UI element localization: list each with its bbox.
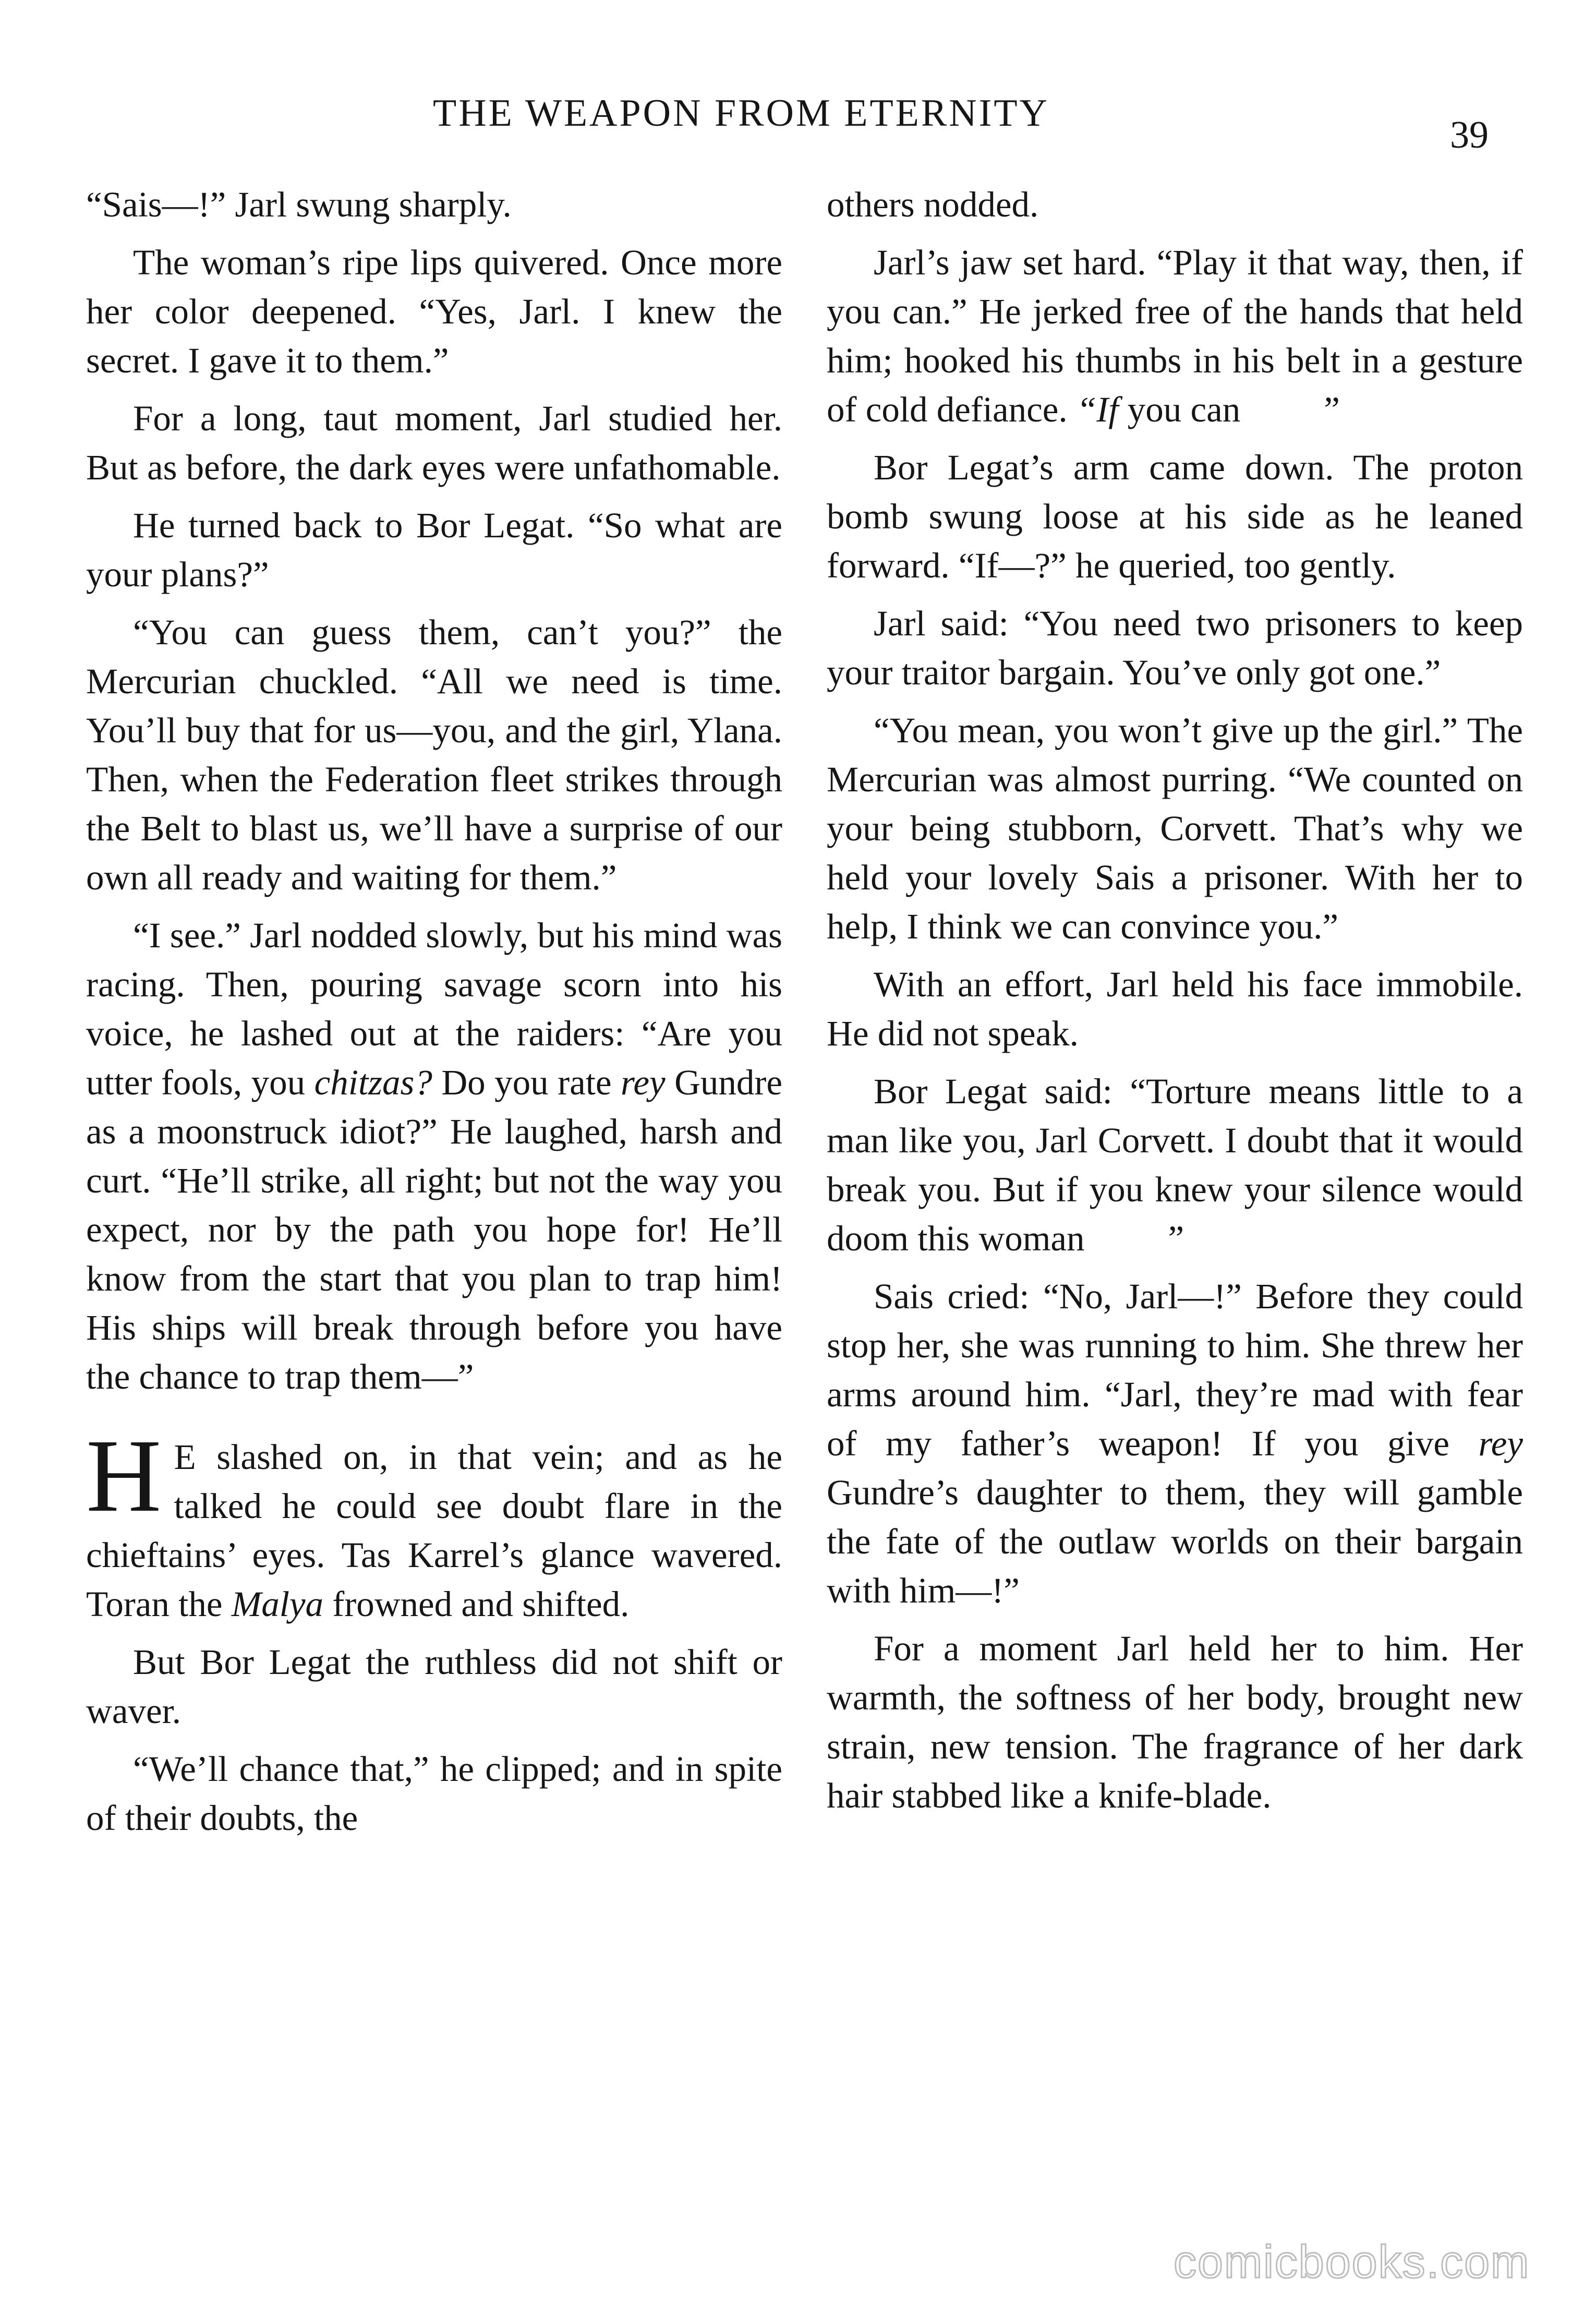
paragraph: “You mean, you won’t give up the girl.” The Mercurian was almost purring. “We counted on your being stubborn, Corvett. That’s why we held your lovely Sais a prisoner. With her to help, I think we can convince you.” [827,710,1523,946]
running-title: THE WEAPON FROM ETERNITY [433,92,1049,135]
text-run: Gundre’s daughter to them, they will gamble the fate of the outlaw worlds on their bargain with him—!” [827,1473,1523,1610]
paragraph [827,238,1523,434]
italic-word: “If [1076,390,1119,429]
paragraph [827,1067,1523,1263]
italic-word: rey [621,1063,666,1102]
text-run: E slashed on, in that vein; and as he talked he could see doubt flare in the chieftains’ eyes. Tas Karrel’s glance wavered. Toran the [86,1437,782,1624]
paragraph: But Bor Legat the ruthless did not shift or waver. [86,1642,782,1731]
left-column [86,180,782,1851]
watermark: comicbooks.com [1174,2236,1530,2287]
paragraph-with-dropcap [86,1418,782,1629]
page-number: 39 [1450,114,1489,156]
paragraph: “You can guess them, can’t you?” the Mercurian chuckled. “All we need is time. You’ll buy that for us—you, and the girl, Ylana. Then, when the Federation fleet strikes through the Belt to blast us, we’ll have a surprise of our own all ready and waiting for them.” [86,612,782,897]
text-run: “I see.” Jarl nodded slowly, but his mind was racing. Then, pouring savage scorn into his voice, he lashed out at the raiders: “Are you utter fools, you [86,915,782,1102]
right-column [827,180,1523,1829]
paragraph: Jarl said: “You need two prisoners to keep your traitor bargain. You’ve only got one.” [827,604,1523,692]
italic-word: chitzas? [314,1063,432,1102]
closing-quote: ” [1324,390,1340,429]
text-run: Gundre as a moonstruck idiot?” He laughed, harsh and curt. “He’ll strike, all right; but not the way you expect, nor by the path you hope for! He’ll know from the start that you plan to trap him! His ships will break through before you have the chance to trap them—” [86,1063,782,1396]
paragraph: Bor Legat’s arm came down. The proton bomb swung loose at his side as he leaned forward. “If—?” he queried, too gently. [827,448,1523,585]
italic-word: rey [1478,1424,1523,1463]
closing-quote: ” [1168,1219,1184,1258]
text-run: Sais cried: “No, Jarl—!” Before they could stop her, she was running to him. She threw her arms around him. “Jarl, they’re mad with fear of my father’s weapon! If you give [827,1276,1523,1463]
paragraph: For a moment Jarl held her to him. Her warmth, the softness of her body, brought new strain, new tension. The fragrance of her dark hair stabbed like a knife-blade. [827,1629,1523,1815]
text-run: Bor Legat said: “Torture means little to a man like you, Jarl Corvett. I doubt that it would break you. But if you knew your silence would doom this woman [827,1071,1523,1258]
paragraph [86,911,782,1401]
paragraph: He turned back to Bor Legat. “So what are your plans?” [86,505,782,594]
paragraph: The woman’s ripe lips quivered. Once more her color deepened. “Yes, Jarl. I knew the secret. I gave it to them.” [86,243,782,380]
paragraph: others nodded. [827,185,1039,224]
page-header [0,91,1596,154]
paragraph: For a long, taut moment, Jarl studied her. But as before, the dark eyes were unfathomable. [86,399,782,487]
text-run: Jarl’s jaw set hard. “Play it that way, then, if you can.” He jerked free of the hands that held him; hooked his thumbs in his belt in a gesture of cold defiance. [827,243,1523,429]
paragraph: “Sais—!” Jarl swung sharply. [86,185,512,224]
text-run: frowned and shifted. [323,1584,630,1624]
text-run: you can [1118,390,1241,429]
paragraph: “We’ll chance that,” he clipped; and in spite of their doubts, the [86,1749,782,1838]
paragraph [827,1272,1523,1615]
text-run: Do you rate [432,1063,621,1102]
drop-cap: H [86,1418,162,1534]
italic-word: Malya [231,1584,324,1624]
paragraph: With an effort, Jarl held his face immobile. He did not speak. [827,965,1523,1053]
